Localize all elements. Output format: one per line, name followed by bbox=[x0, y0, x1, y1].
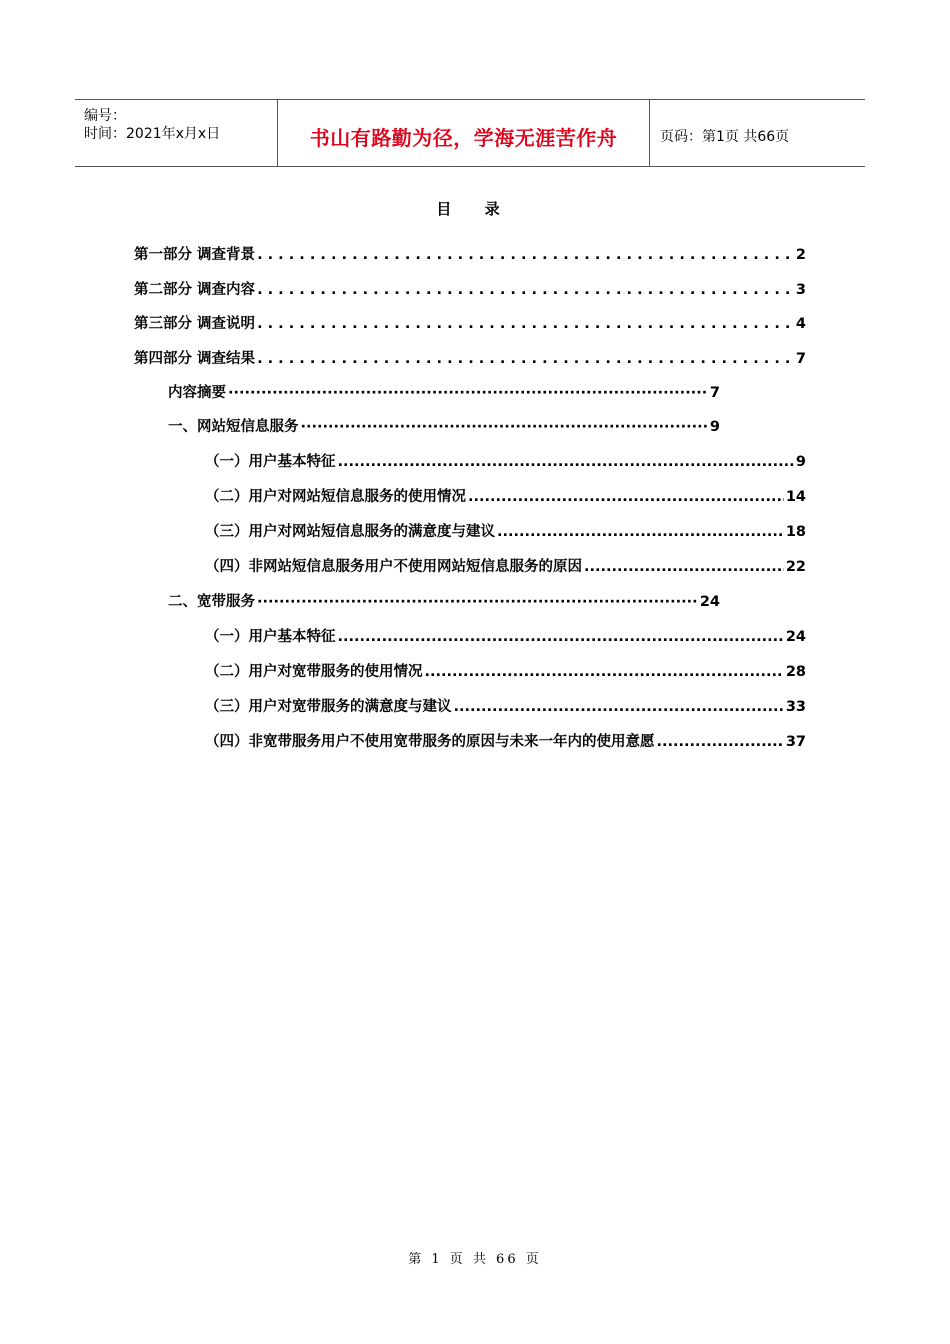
toc-leader-dots bbox=[257, 316, 794, 331]
toc-leader-dots bbox=[338, 629, 784, 644]
toc-entry[interactable] bbox=[205, 625, 806, 646]
toc-entry[interactable] bbox=[134, 312, 806, 333]
toc-entry-label: 第二部分 调查内容 bbox=[134, 282, 256, 298]
toc-entry-label: 第三部分 调查说明 bbox=[134, 316, 256, 332]
toc-entry-page: 33 bbox=[785, 699, 806, 715]
number-label: 编号： bbox=[84, 108, 126, 124]
toc-entry[interactable] bbox=[168, 590, 720, 611]
toc-entry[interactable] bbox=[205, 485, 806, 506]
toc-entry-label: （一）用户基本特征 bbox=[205, 454, 336, 470]
toc-entry[interactable] bbox=[134, 243, 806, 264]
toc-entry-page: 24 bbox=[699, 594, 720, 610]
toc-entry-label: （三）用户对宽带服务的满意度与建议 bbox=[205, 699, 452, 715]
toc-leader-dots bbox=[257, 594, 698, 609]
toc-leader-dots bbox=[228, 385, 708, 400]
toc-entry-label: 第一部分 调查背景 bbox=[134, 247, 256, 263]
toc-leader-dots bbox=[454, 699, 784, 714]
toc-entry-page: 9 bbox=[795, 454, 806, 470]
header-motto-cell bbox=[278, 100, 650, 166]
toc-leader-dots bbox=[301, 419, 708, 434]
header-meta-cell bbox=[75, 100, 278, 166]
toc-entry-page: 37 bbox=[785, 734, 806, 750]
toc-entry[interactable] bbox=[134, 347, 806, 368]
time-label: 时间：2021年x月x日 bbox=[84, 126, 221, 142]
toc-leader-dots bbox=[497, 524, 784, 539]
toc-entry[interactable] bbox=[205, 555, 806, 576]
toc-entry-label: （二）用户对网站短信息服务的使用情况 bbox=[205, 489, 466, 505]
toc-entry[interactable] bbox=[205, 660, 806, 681]
toc-leader-dots bbox=[468, 489, 784, 504]
toc-entry-page: 7 bbox=[709, 385, 720, 401]
toc-entry-page: 14 bbox=[785, 489, 806, 505]
toc-entry-label: 二、宽带服务 bbox=[168, 594, 255, 610]
toc-entry-page: 28 bbox=[785, 664, 806, 680]
toc-leader-dots bbox=[257, 351, 794, 366]
toc-leader-dots bbox=[257, 282, 794, 297]
toc-entry-page: 3 bbox=[795, 282, 806, 298]
toc-title: 目 录 bbox=[436, 200, 514, 218]
toc-entry[interactable] bbox=[134, 278, 806, 299]
toc-entry[interactable] bbox=[205, 730, 806, 751]
toc-entry-page: 9 bbox=[709, 419, 720, 435]
toc-entry[interactable] bbox=[205, 450, 806, 471]
toc-entry-label: 内容摘要 bbox=[168, 385, 226, 401]
toc-entry-label: （一）用户基本特征 bbox=[205, 629, 336, 645]
toc-leader-dots bbox=[257, 247, 794, 262]
toc-entry-label: （二）用户对宽带服务的使用情况 bbox=[205, 664, 423, 680]
toc-entry-label: 一、网站短信息服务 bbox=[168, 419, 299, 435]
toc-leader-dots bbox=[657, 734, 784, 749]
header-page-cell bbox=[650, 100, 865, 166]
toc-entry-label: （四）非宽带服务用户不使用宽带服务的原因与未来一年内的使用意愿 bbox=[205, 734, 655, 750]
toc-entry-label: 第四部分 调查结果 bbox=[134, 351, 256, 367]
toc-entry-page: 2 bbox=[795, 247, 806, 263]
toc-leader-dots bbox=[425, 664, 784, 679]
toc-entry-page: 18 bbox=[785, 524, 806, 540]
toc-leader-dots bbox=[338, 454, 794, 469]
toc-entry[interactable] bbox=[168, 415, 720, 436]
toc-entry-page: 24 bbox=[785, 629, 806, 645]
page-footer: 第 1 页 共 66 页 bbox=[408, 1252, 542, 1267]
toc-entry-page: 22 bbox=[785, 559, 806, 575]
toc-entry[interactable] bbox=[168, 381, 720, 402]
page-info: 页码：第1页 共66页 bbox=[660, 129, 790, 145]
document-header bbox=[75, 99, 865, 167]
toc-entry-label: （三）用户对网站短信息服务的满意度与建议 bbox=[205, 524, 495, 540]
toc-entry[interactable] bbox=[205, 695, 806, 716]
toc-entry-page: 4 bbox=[795, 316, 806, 332]
toc-entry-label: （四）非网站短信息服务用户不使用网站短信息服务的原因 bbox=[205, 559, 582, 575]
motto-text: 书山有路勤为径，学海无涯苦作舟 bbox=[309, 126, 618, 150]
toc-entry[interactable] bbox=[205, 520, 806, 541]
toc-leader-dots bbox=[584, 559, 784, 574]
toc-entry-page: 7 bbox=[795, 351, 806, 367]
